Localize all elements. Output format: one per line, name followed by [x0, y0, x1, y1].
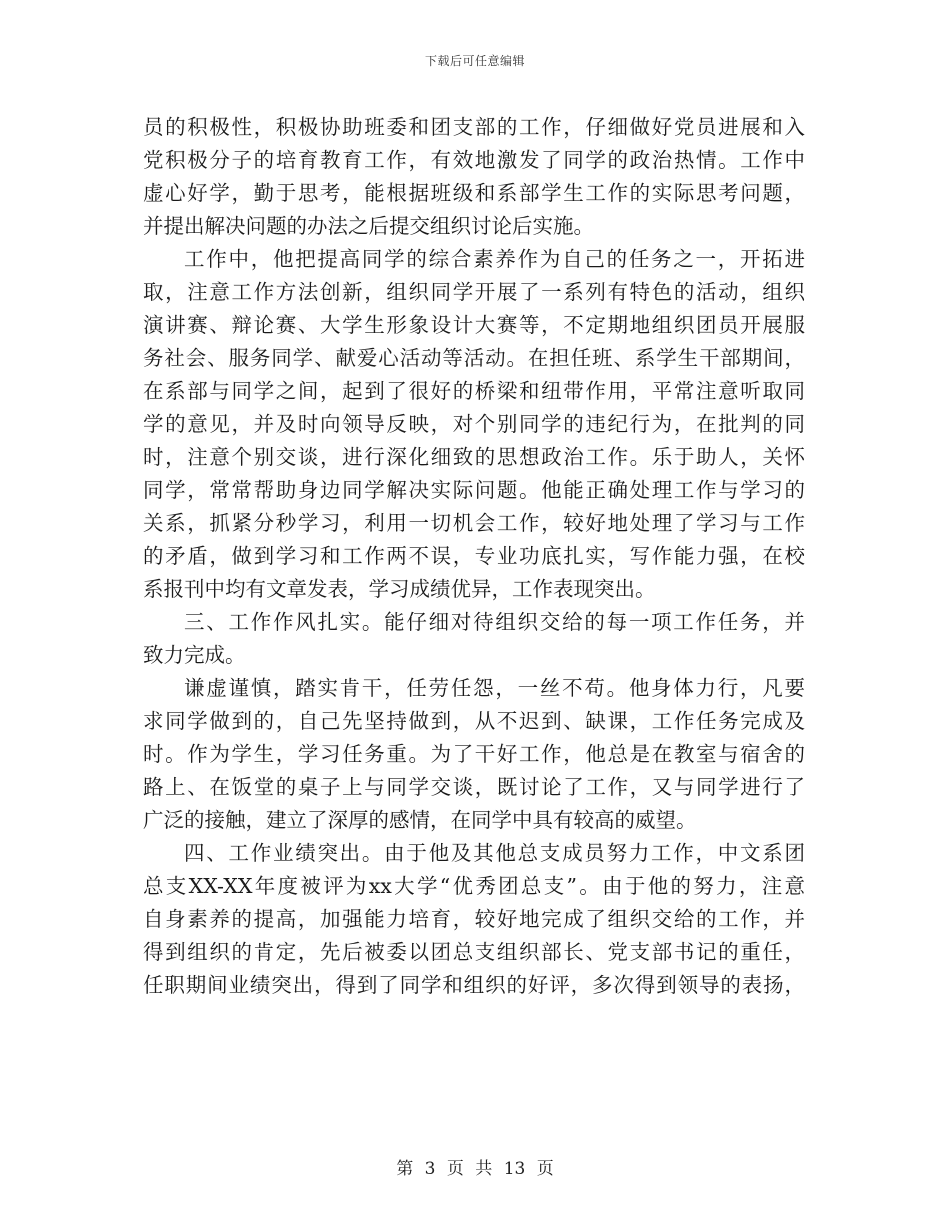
body-line: 虚心好学，勤于思考，能根据班级和系部学生工作的实际思考问题，: [143, 181, 805, 205]
body-line: 致力完成。: [143, 643, 246, 667]
page-number-footer: 第 3 页 共 13 页: [396, 1159, 554, 1179]
body-line: 取，注意工作方法创新，组织同学开展了一系列有特色的活动，组织: [143, 280, 805, 304]
body-line: 时，注意个别交谈，进行深化细致的思想政治工作。乐于助人，关怀: [143, 445, 805, 469]
body-line: 任职期间业绩突出，得到了同学和组织的好评，多次得到领导的表扬，: [143, 973, 805, 997]
body-line: 自身素养的提高，加强能力培育，较好地完成了组织交给的工作，并: [143, 907, 805, 931]
body-line: 路上、在饭堂的桌子上与同学交谈，既讨论了工作，又与同学进行了: [143, 775, 805, 799]
body-line: 时。作为学生，学习任务重。为了干好工作，他总是在教室与宿舍的: [143, 742, 805, 766]
paragraph-first-line: 四、工作业绩突出。由于他及其他总支成员努力工作，中文系团: [184, 841, 805, 865]
document-body: [143, 111, 805, 1002]
body-line: 演讲赛、辩论赛、大学生形象设计大赛等，不定期地组织团员开展服: [143, 313, 805, 337]
body-line: 的矛盾，做到学习和工作两不误，专业功底扎实，写作能力强，在校: [143, 544, 805, 568]
body-line: 并提出解决问题的办法之后提交组织讨论后实施。: [143, 214, 594, 238]
body-line: 求同学做到的，自己先坚持做到，从不迟到、缺课，工作任务完成及: [143, 709, 805, 733]
paragraph-first-line: 三、工作作风扎实。能仔细对待组织交给的每一项工作任务，并: [184, 610, 805, 634]
body-line: 得到组织的肯定，先后被委以团总支组织部长、党支部书记的重任，: [143, 940, 805, 964]
paragraph-first-line: 谦虚谨慎，踏实肯干，任劳任怨，一丝不苟。他身体力行，凡要: [184, 676, 805, 700]
body-line: 广泛的接触，建立了深厚的感情，在同学中具有较高的威望。: [143, 808, 697, 832]
body-line: 总支XX-XX年度被评为xx大学“优秀团总支”。由于他的努力，注意: [143, 874, 805, 898]
body-line: 员的积极性，积极协助班委和团支部的工作，仔细做好党员进展和入: [143, 115, 805, 139]
paragraph-first-line: 工作中，他把提高同学的综合素养作为自己的任务之一，开拓进: [184, 247, 805, 271]
body-line: 党积极分子的培育教育工作，有效地激发了同学的政治热情。工作中: [143, 148, 805, 172]
body-line: 在系部与同学之间，起到了很好的桥梁和纽带作用，平常注意听取同: [143, 379, 805, 403]
body-line: 系报刊中均有文章发表，学习成绩优异，工作表现突出。: [143, 577, 656, 601]
body-line: 学的意见，并及时向领导反映，对个别同学的违纪行为，在批判的同: [143, 412, 805, 436]
body-line: 务社会、服务同学、献爱心活动等活动。在担任班、系学生干部期间，: [143, 346, 805, 370]
body-line: 同学，常常帮助身边同学解决实际问题。他能正确处理工作与学习的: [143, 478, 805, 502]
body-line: 关系，抓紧分秒学习，利用一切机会工作，较好地处理了学习与工作: [143, 511, 805, 535]
page-header: 下载后可任意编辑: [424, 54, 525, 68]
